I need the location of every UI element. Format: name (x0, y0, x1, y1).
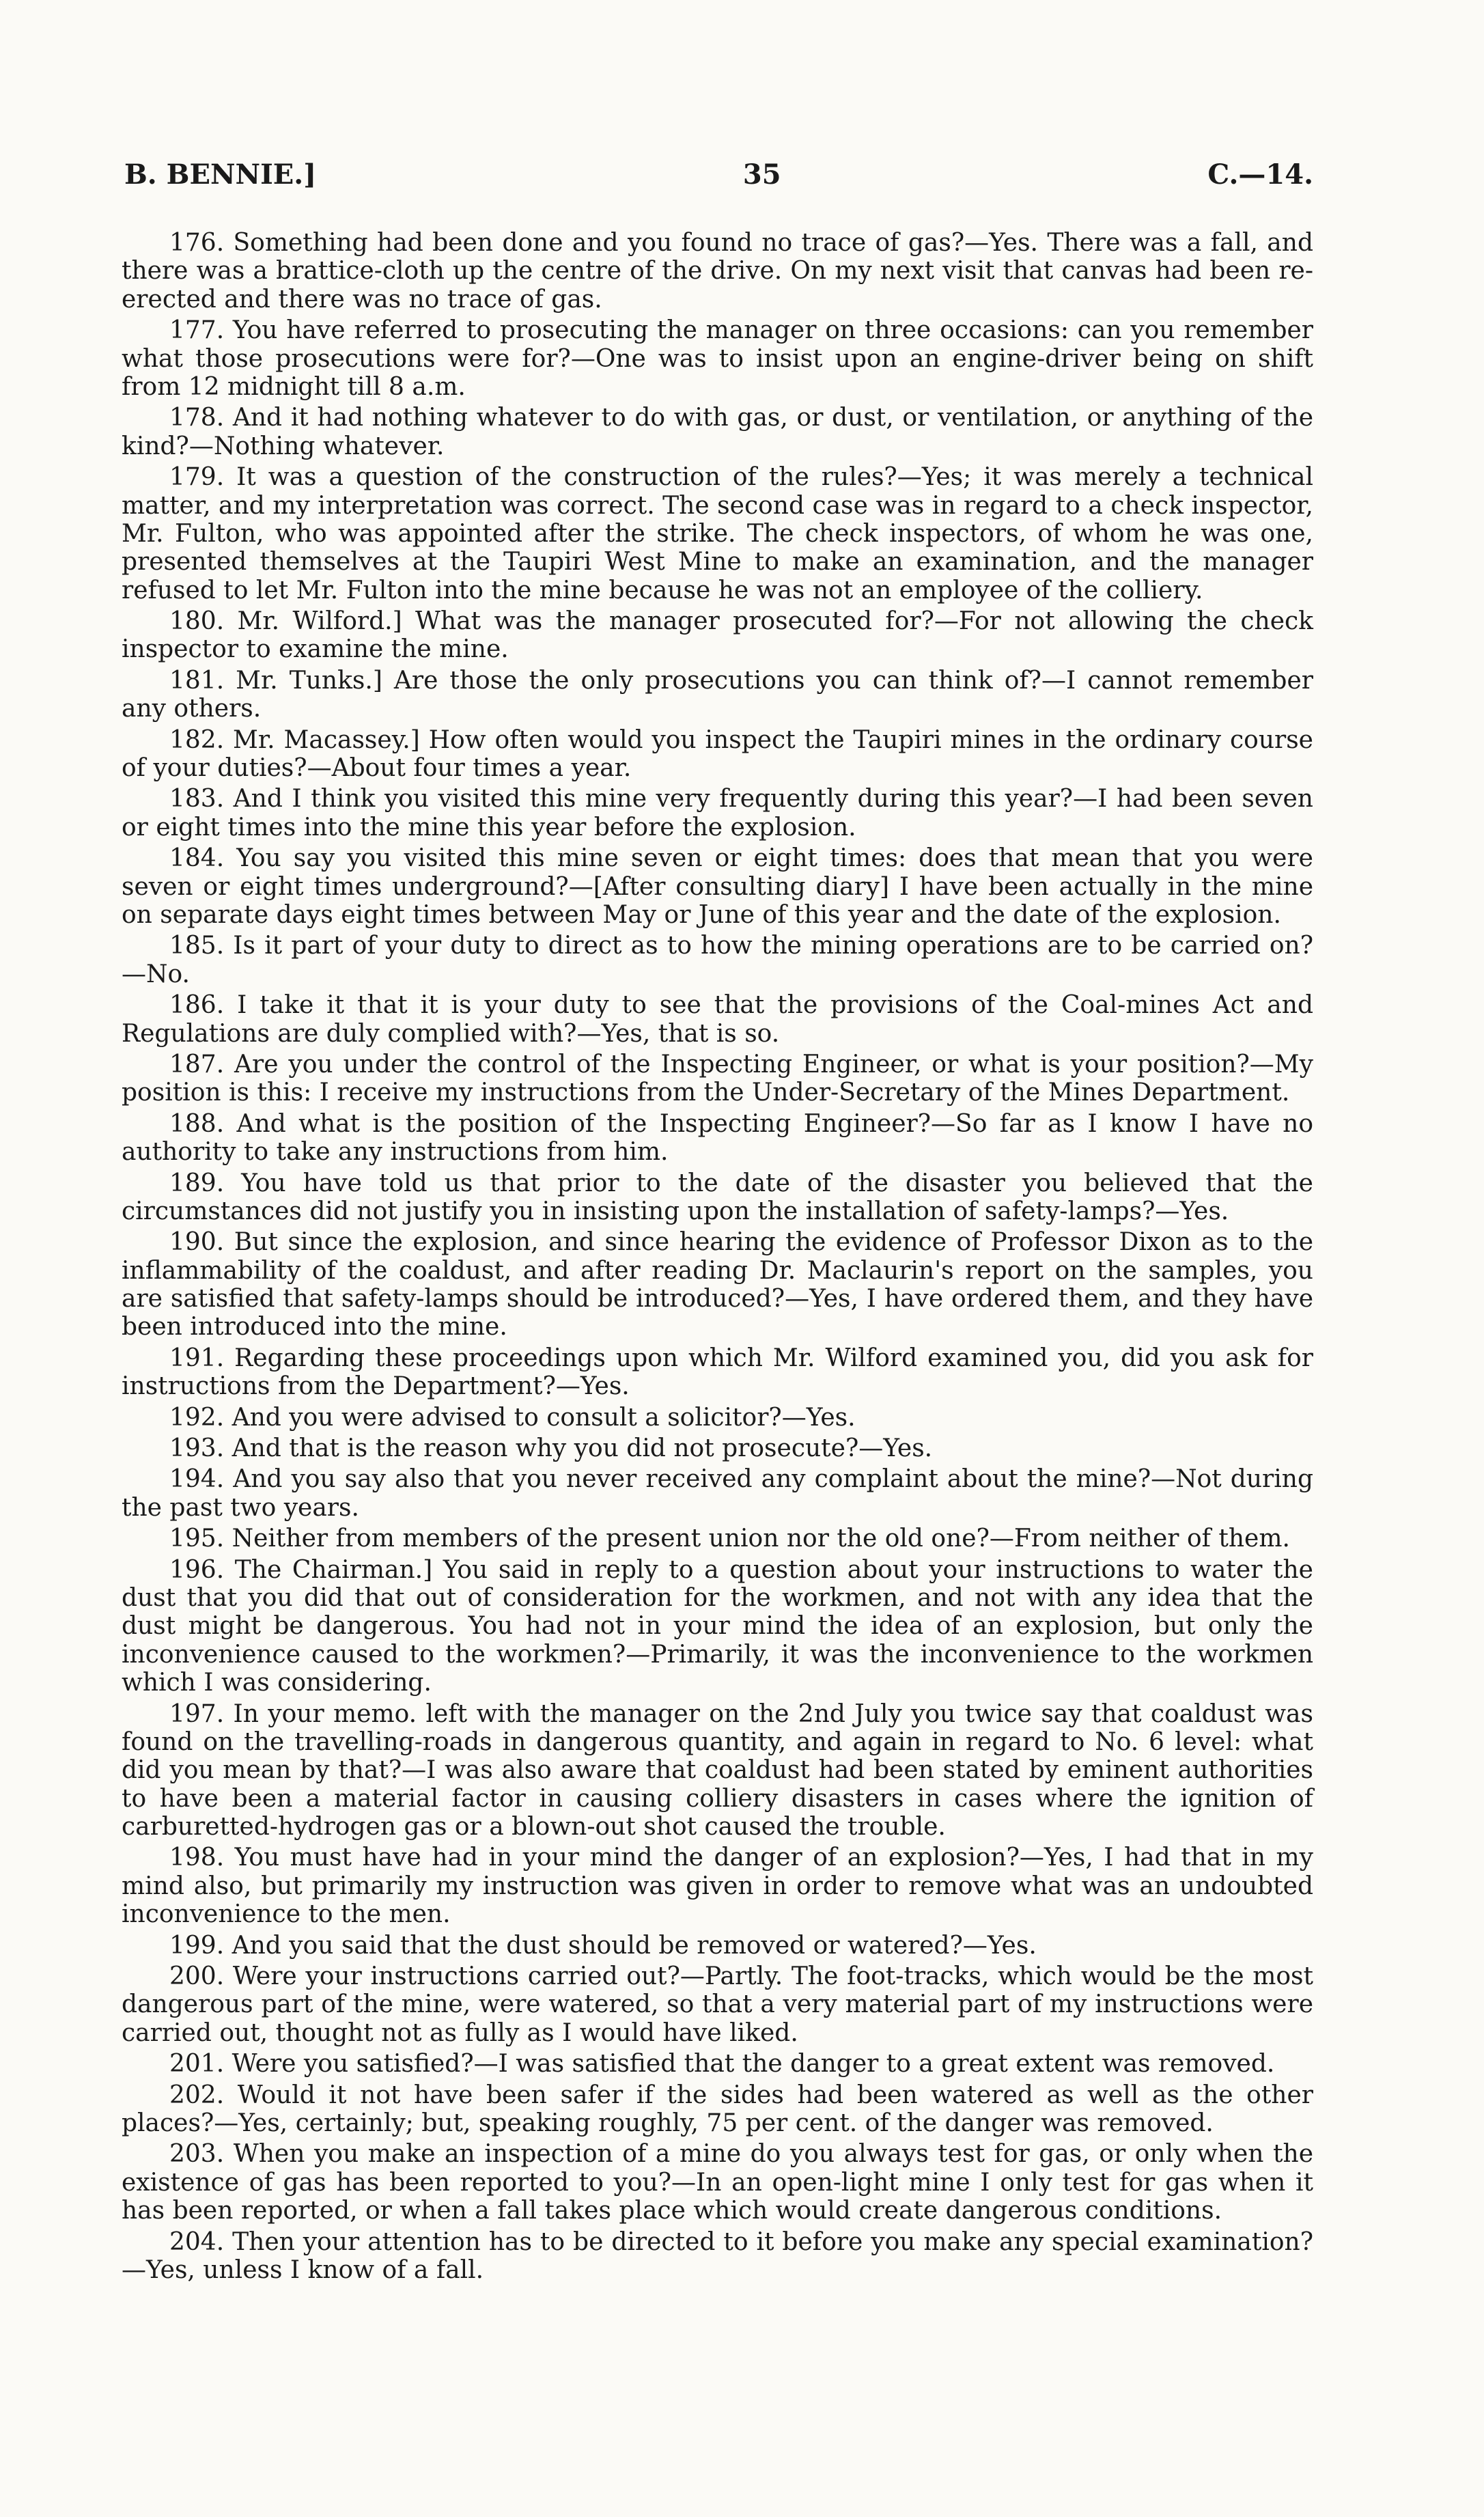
page-header (124, 158, 1313, 191)
paragraph: 202. Would it not have been safer if the sides had been watered as well as the other places?—Yes, certainly; but, speaking roughly, 75 per cent. of the danger was removed. (122, 2081, 1313, 2137)
paragraph: 180. Mr. Wilford.] What was the manager prosecuted for?—For not allowing the check inspector to examine the mine. (122, 607, 1313, 664)
paragraph: 179. It was a question of the construction of the rules?—Yes; it was merely a technical matter, and my interpretation was correct. The second case was in regard to a check inspector, Mr. Fulton, who was appointed after the strike. The check inspectors, of whom he was one, presented themselves at the Taupiri West Mine to make an examination, and the manager refused to let Mr. Fulton into the mine because he was not an employee of the colliery. (122, 463, 1313, 604)
paragraph: 189. You have told us that prior to the date of the disaster you believed that the circumstances did not justify you in insisting upon the installation of safety-lamps?—Yes. (122, 1169, 1313, 1225)
paragraph: 183. And I think you visited this mine very frequently during this year?—I had been seven or eight times into the mine this year before the explosion. (122, 785, 1313, 842)
paragraph: 188. And what is the position of the Inspecting Engineer?—So far as I know I have no authority to take any instructions from him. (122, 1109, 1313, 1167)
paragraph: 197. In your memo. left with the manager on the 2nd July you twice say that coaldust was found on the travelling-roads in dangerous quantity, and again in regard to No. 6 level: what did you mean by that?—I was also aware that coaldust had been stated by eminent authorities to have been a material factor in causing colliery disasters in cases where the ignition of carburetted-hydrogen gas or a blown-out shot caused the trouble. (122, 1699, 1313, 1841)
paragraph: 181. Mr. Tunks.] Are those the only prosecutions you can think of?—I cannot remember any others. (122, 666, 1313, 723)
document-body (122, 229, 1313, 2284)
header-witness-name: B. BENNIE.] (124, 158, 317, 191)
paragraph: 192. And you were advised to consult a solicitor?—Yes. (169, 1403, 856, 1432)
paragraph: 194. And you say also that you never received any complaint about the mine?—Not during the past two years. (122, 1465, 1313, 1522)
paragraph: 184. You say you visited this mine seven or eight times: does that mean that you were seven or eight times underground?—[After consulting diary] I have been actually in the mine on separate days eight times between May or June of this year and the date of the explosion. (122, 844, 1313, 929)
paragraph: 185. Is it part of your duty to direct as to how the mining operations are to be carried on? —No. (122, 932, 1313, 988)
paragraph: 198. You must have had in your mind the danger of an explosion?—Yes, I had that in my mind also, but primarily my instruction was given in order to remove what was an undoubted inconvenience to the men. (122, 1844, 1313, 1929)
paragraph: 193. And that is the reason why you did not prosecute?—Yes. (169, 1434, 933, 1463)
document-reference: C.—14. (1207, 158, 1313, 191)
paragraph: 182. Mr. Macassey.] How often would you inspect the Taupiri mines in the ordinary course of your duties?—About four times a year. (122, 725, 1313, 783)
page-number: 35 (742, 158, 781, 191)
paragraph: 204. Then your attention has to be directed to it before you make any special examination?—Yes, unless I know of a fall. (122, 2227, 1313, 2284)
paragraph: 191. Regarding these proceedings upon which Mr. Wilford examined you, did you ask for instructions from the Department?—Yes. (122, 1344, 1313, 1401)
paragraph: 190. But since the explosion, and since hearing the evidence of Professor Dixon as to the inflammability of the coaldust, and after reading Dr. Maclaurin's report on the samples, you are satisfied that safety-lamps should be introduced?—Yes, I have ordered them, and they have been introduced into the mine. (122, 1228, 1313, 1341)
paragraph: 178. And it had nothing whatever to do with gas, or dust, or ventilation, or anything of the kind?—Nothing whatever. (122, 404, 1313, 460)
paragraph: 177. You have referred to prosecuting the manager on three occasions: can you remember what those prosecutions were for?—One was to insist upon an engine-driver being on shift from 12 midnight till 8 a.m. (122, 316, 1313, 401)
paragraph: 187. Are you under the control of the Inspecting Engineer, or what is your position?—My position is this: I receive my instructions from the Under-Secretary of the Mines Department. (122, 1050, 1313, 1107)
paragraph: 196. The Chairman.] You said in reply to a question about your instructions to water the dust that you did that out of consideration for the workmen, and not with any idea that the dust might be dangerous. You had not in your mind the idea of an explosion, but only the inconvenience caused to the workmen?—Primarily, it was the inconvenience to the workmen which I was considering. (122, 1555, 1313, 1697)
paragraph: 203. When you make an inspection of a mine do you always test for gas, or only when the existence of gas has been reported to you?—In an open-light mine I only test for gas when it has been reported, or when a fall takes place which would create dangerous conditions. (122, 2140, 1313, 2225)
paragraph: 176. Something had been done and you found no trace of gas?—Yes. There was a fall, and there was a brattice-cloth up the centre of the drive. On my next visit that canvas had been re-erected and there was no trace of gas. (122, 229, 1313, 314)
paragraph: 199. And you said that the dust should be removed or watered?—Yes. (169, 1931, 1037, 1960)
paragraph: 186. I take it that it is your duty to see that the provisions of the Coal-mines Act and Regulations are duly complied with?—Yes, that is so. (122, 991, 1313, 1048)
paragraph: 195. Neither from members of the present union nor the old one?—From neither of them. (169, 1525, 1290, 1553)
paragraph: 200. Were your instructions carried out?—Partly. The foot-tracks, which would be the most dangerous part of the mine, were watered, so that a very material part of my instructions were carried out, thought not as fully as I would have liked. (122, 1962, 1313, 2047)
paragraph: 201. Were you satisfied?—I was satisfied that the danger to a great extent was removed. (169, 2050, 1275, 2078)
